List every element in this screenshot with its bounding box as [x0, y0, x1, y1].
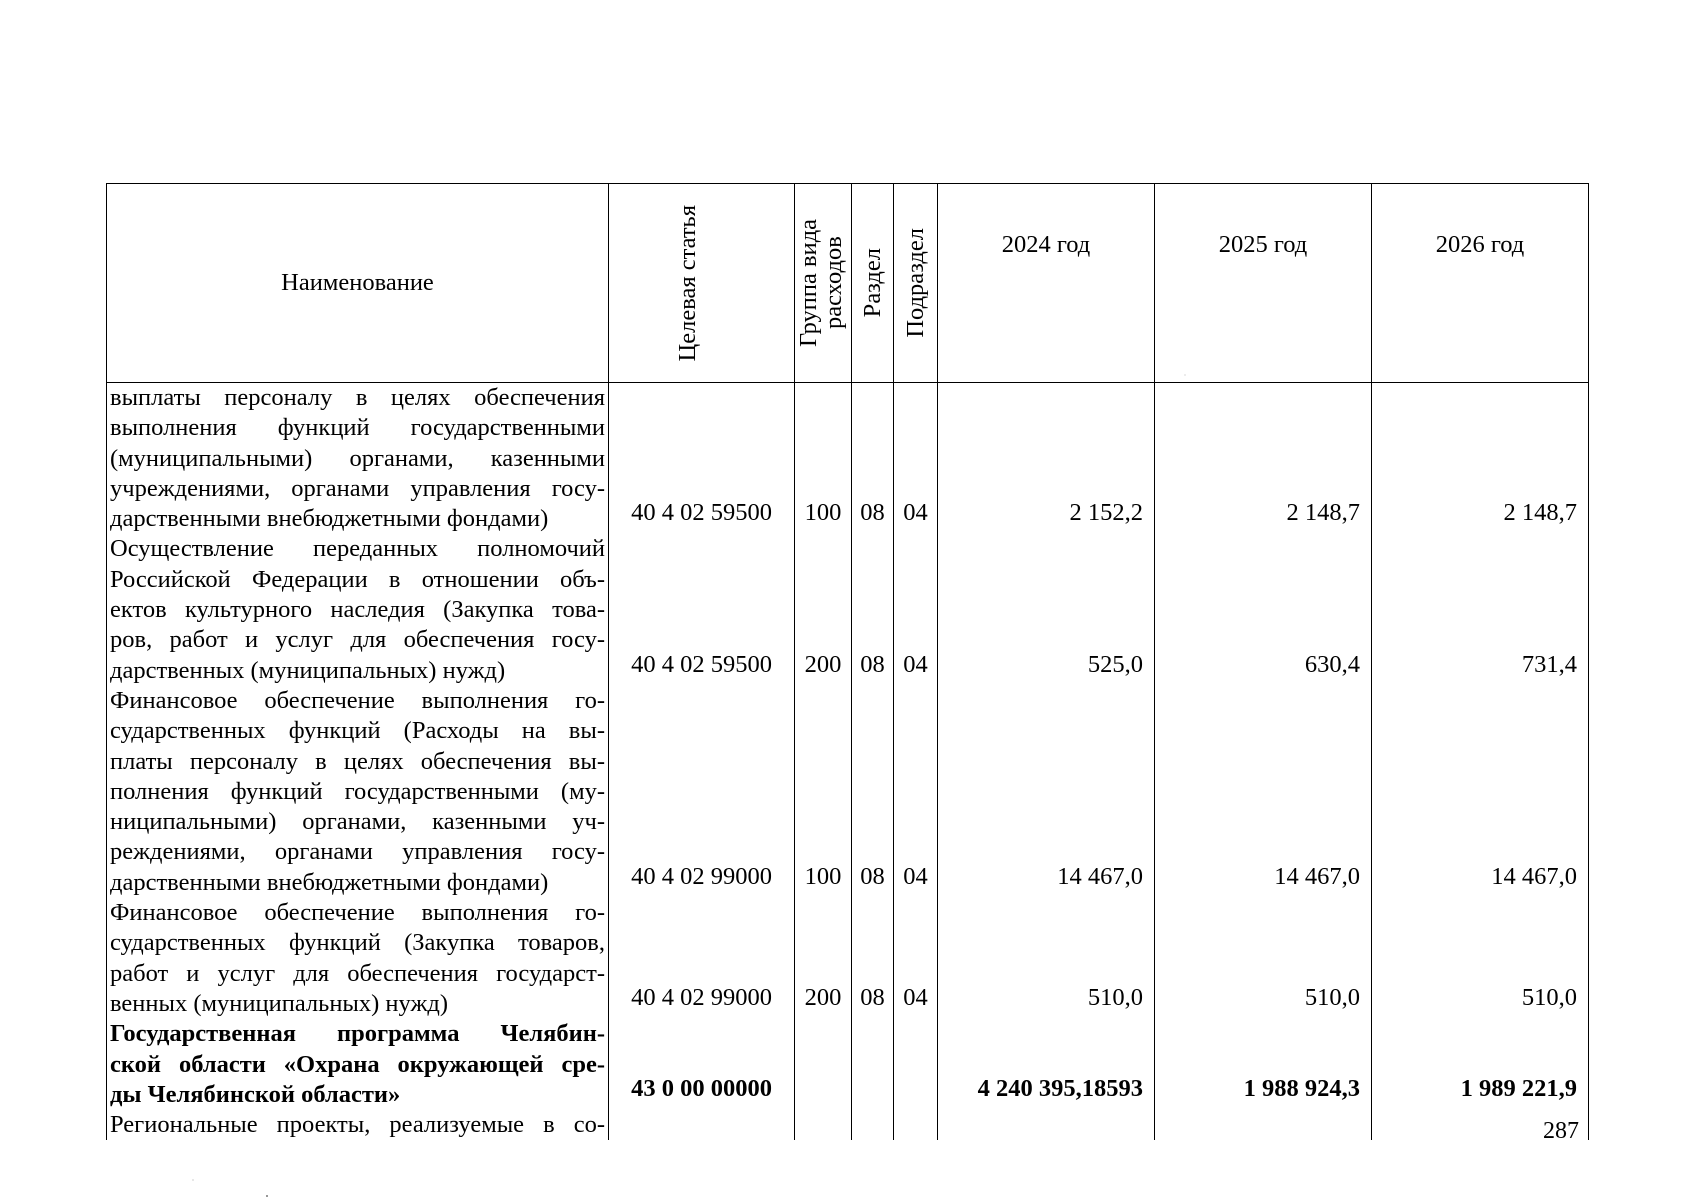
- header-expense-group: Группа вида расходов: [795, 184, 852, 383]
- row-expense-group: 200: [795, 898, 852, 1019]
- row-amount-2025: 630,4: [1155, 534, 1372, 685]
- row-name-line: дарственными внебюджетными фондами): [110, 505, 549, 533]
- row-section: 08: [852, 686, 894, 898]
- row-amount-2025: 1 988 924,3: [1155, 1019, 1372, 1110]
- row-name-line: выплаты персоналу в целях обеспечения: [110, 384, 605, 411]
- row-name-line: сударственных функций (Закупка товаров,: [110, 929, 605, 957]
- header-target-article: Целевая статья: [609, 184, 795, 383]
- row-subsection: 04: [894, 898, 938, 1019]
- row-name-line: платы персоналу в целях обеспечения вы-: [110, 747, 605, 775]
- row-subsection: 04: [894, 686, 938, 898]
- row-name-line: ектов культурного наследия (Закупка това-: [110, 596, 605, 624]
- row-amount-2026: 14 467,0: [1372, 686, 1589, 898]
- row-name-line: реждениями, органами управления госу-: [110, 838, 605, 866]
- row-target-article: 40 4 02 99000: [609, 898, 795, 1019]
- row-name-line: дарственных (муниципальных) нужд): [110, 656, 506, 684]
- row-amount-2026: 510,0: [1372, 898, 1589, 1019]
- row-amount-2025: 510,0: [1155, 898, 1372, 1019]
- row-name-line: выполнения функций государственными: [110, 414, 605, 442]
- header-year-2025: 2025 год: [1155, 184, 1372, 383]
- row-amount-2024: 14 467,0: [938, 686, 1155, 898]
- row-name-line: венных (муниципальных) нужд): [110, 989, 449, 1017]
- row-subsection: 04: [894, 383, 938, 535]
- row-name-line: полнения функций государственными (му-: [110, 777, 605, 805]
- header-section: Раздел: [852, 184, 894, 383]
- row-expense-group: 100: [795, 383, 852, 535]
- header-year-2026: 2026 год: [1372, 184, 1589, 383]
- row-name-line: ды Челябинской области»: [110, 1080, 401, 1108]
- row-amount-2026: 1 989 221,9: [1372, 1019, 1589, 1110]
- row-amount-2024: 510,0: [938, 898, 1155, 1019]
- row-name-line: (муниципальными) органами, казенными: [110, 444, 605, 472]
- header-subsection: Подраздел: [894, 184, 938, 383]
- row-amount-2025: 14 467,0: [1155, 686, 1372, 898]
- row-section: 08: [852, 383, 894, 535]
- row-amount-2026: 731,4: [1372, 534, 1589, 685]
- row-name-line: сударственных функций (Расходы на вы-: [110, 717, 605, 745]
- row-name-line: Финансовое обеспечение выполнения го-: [110, 686, 605, 714]
- row-section: 08: [852, 534, 894, 685]
- row-name-line: работ и услуг для обеспечения государст-: [110, 959, 605, 987]
- row-amount-2024: 4 240 395,18593: [938, 1019, 1155, 1110]
- header-year-2024: 2024 год: [938, 184, 1155, 383]
- row-name-line: Российской Федерации в отношении объ-: [110, 565, 605, 593]
- header-name: Наименование: [107, 184, 609, 383]
- row-name-line: дарственными внебюджетными фондами): [110, 868, 549, 896]
- row-target-article: 43 0 00 00000: [609, 1019, 795, 1110]
- row-expense-group: 100: [795, 686, 852, 898]
- row-name-line: Государственная программа Челябин-: [110, 1020, 605, 1048]
- row-name-line: Региональные проекты, реализуемые в со-: [110, 1111, 605, 1139]
- row-amount-2026: 2 148,7: [1372, 383, 1589, 535]
- row-target-article: 40 4 02 99000: [609, 686, 795, 898]
- row-amount-2025: 2 148,7: [1155, 383, 1372, 535]
- row-name-line: Осуществление переданных полномочий: [110, 535, 605, 563]
- page-number: 287: [1543, 1118, 1579, 1144]
- row-target-article: 40 4 02 59500: [609, 383, 795, 535]
- row-expense-group: 200: [795, 534, 852, 685]
- row-name-line: ров, работ и услуг для обеспечения госу-: [110, 626, 605, 654]
- row-amount-2024: 525,0: [938, 534, 1155, 685]
- row-target-article: 40 4 02 59500: [609, 534, 795, 685]
- row-subsection: 04: [894, 534, 938, 685]
- row-amount-2024: 2 152,2: [938, 383, 1155, 535]
- row-name-line: Финансовое обеспечение выполнения го-: [110, 899, 605, 927]
- row-name-line: ниципальными) органами, казенными уч-: [110, 808, 605, 836]
- row-name-line: учреждениями, органами управления госу-: [110, 474, 605, 502]
- row-name-line: ской области «Охрана окружающей сре-: [110, 1050, 605, 1078]
- row-section: 08: [852, 898, 894, 1019]
